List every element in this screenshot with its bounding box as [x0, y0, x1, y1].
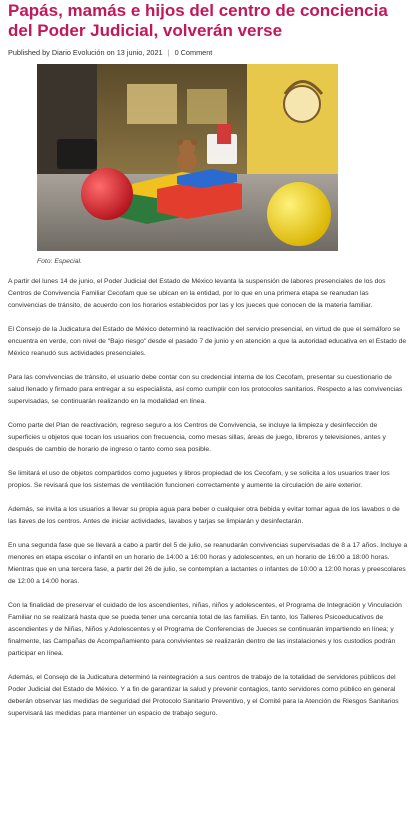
article-paragraph: Con la finalidad de preservar el cuidado de los ascendientes, niñas, niños y adolescentes, el Programa de Integración y Vinculación Familiar no se realizará hasta que se pueda tener una cercanía total de las familias. En tanto, los Talleres Psicoeducativos de ascendientes y de Niñas, Niños y Adolescentes y el Programa de Conferencias de Jueces se continuarán impartiendo en línea; y finalmente, las Campañas de Acompañamiento para convivientes se realizarán dentro de las instalaciones y los custodios podrán participar en línea. — [8, 602, 402, 657]
image-caption: Foto: Especial. — [37, 258, 82, 265]
article-body — [8, 276, 408, 720]
author-link[interactable]: Diario Evolución — [51, 48, 105, 57]
article-paragraph: A partir del lunes 14 de junio, el Poder Judicial del Estado de México levanta la suspensión de labores presenciales de los dos Centros de Convivencia Familiar Cecofam que se ubican en la entidad, por lo que en una primera etapa se reanudan las convivencias de tránsito, de acuerdo con los horarios establecidos por las y los jueces que conocen de la materia familiar. — [8, 278, 386, 309]
playroom-photo-illustration — [37, 64, 338, 251]
article-paragraph: Como parte del Plan de reactivación, regreso seguro a los Centros de Convivencia, se incluye la limpieza y desinfección de superficies u objetos que tocan los usuarios con frecuencia, como mesas sillas, áreas de juego, libreros y televisiones, antes y después de cambio de horario de ingreso o tanto como sea posible. — [8, 422, 386, 453]
article-paragraph: Además, se invita a los usuarios a llevar su propia agua para beber o cualquier otra bebida y evitar tomar agua de los lavabos o de las llaves de los centros. Antes de iniciar actividades, lavabos y tarjas se limpiarán y desinfectarán. — [8, 506, 400, 525]
article-paragraph: Para las convivencias de tránsito, el usuario debe contar con su credencial interna de los Cecofam, presentar su cuestionario de salud llenado y firmado para entregar a su especialista, así como cumplir con los protocolos sanitarios. Respecto a las convivencias supervisadas, se continuarán realizando en la modalidad en línea. — [8, 374, 403, 405]
article-paragraph: El Consejo de la Judicatura del Estado de México determinó la reactivación del servicio presencial, en virtud de que el semáforo se encuentra en verde, con nivel de “Bajo riesgo” desde el pasado 7 de junio y en atención a que la autoridad educativa en el Estado de México reanudó sus actividades presenciales. — [8, 326, 407, 357]
published-by-label: Published by — [8, 48, 50, 57]
publish-date: 13 junio, 2021 — [116, 48, 163, 57]
meta-separator: | — [167, 48, 170, 57]
article-photo — [37, 64, 338, 251]
article-paragraph: Además, el Consejo de la Judicatura determinó la reintegración a sus centros de trabajo de la totalidad de servidores públicos del Poder Judicial del Estado de México. Y a fin de garantizar la salud y prevenir contagios, tanto servidores como público en general deberán observar las medidas de seguridad del Protocolo Sanitario Preventivo, y el Comité para la Atención de Riesgos Sanitarios supervisará las medidas para mantener un espacio de trabajo seguro. — [8, 674, 399, 717]
article-paragraph: Se limitará el uso de objetos compartidos como juguetes y libros propiedad de los Cecofam, y se solicita a los usuarios traer los propios. Se revisará que los sistemas de ventilación funcionen correctamente y aumente la circulación de aire exterior. — [8, 470, 390, 489]
article-meta — [8, 47, 408, 59]
article-title: Papás, mamás e hijos del centro de conciencia del Poder Judicial, volverán verse — [8, 1, 388, 40]
comments-link[interactable]: 0 Comment — [174, 48, 213, 57]
article-paragraph: En una segunda fase que se llevará a cabo a partir del 5 de julio, se reanudarán convivencias supervisadas de 8 a 17 años. Incluye a menores en etapa escolar o infantil en un horario de 14:00 a 16:00 horas y adolescentes, en un horario de 16:00 a 18:00 horas. Mientras que en una tercera fase, a partir del 26 de julio, se contemplan a lactantes o infantes de 10:00 a 12:00 horas y preescolares de 12:00 a 14:00 horas. — [8, 542, 408, 585]
on-label: on — [106, 48, 115, 57]
